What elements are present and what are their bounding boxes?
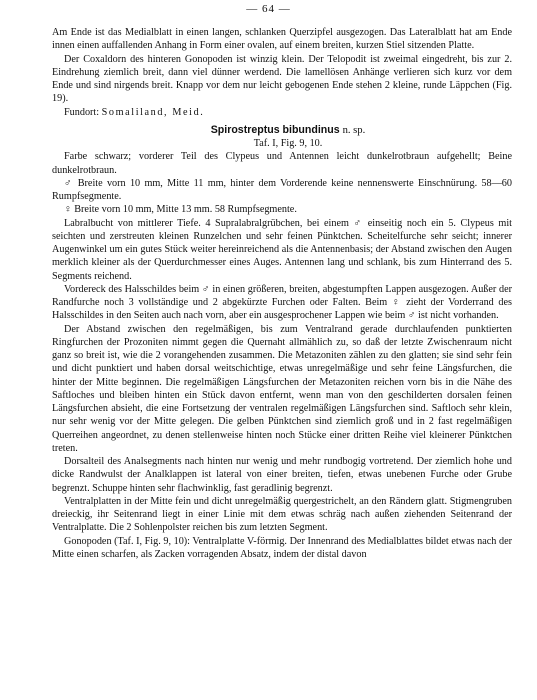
paragraph: Gonopoden (Taf. I, Fig. 9, 10): Ventralplatte V-förmig. Der Innenrand des Medialblattes bildet etwas nach der Mitte einen scharfen, als Zacken vorragenden Absatz, indem der distal davon	[52, 535, 512, 560]
paragraph: Am Ende ist das Medialblatt in einen langen, schlanken Querzipfel ausgezogen. Das Lateralblatt hat am Ende innen einen auffallenden Anhang in Form einer ovalen, auf einem breiten, kurzen Stiel sitzenden Platte.	[52, 27, 512, 52]
paragraph: Vordereck des Halsschildes beim ♂ in einen größeren, breiten, abgestumpften Lappen ausgezogen. Außer der Randfurche noch 3 vollständige und 2 abgekürzte Furchen oder Falten. Beim ♀ zieht der Vorderrand des Halsschildes in den Seiten auch nach vorn, aber ein ausgesprochener Lappen wie beim ♂ ist nicht vorhanden.	[52, 283, 512, 322]
locality-label: Fundort:	[64, 106, 100, 118]
paragraph: Ventralplatten in der Mitte fein und dicht unregelmäßig quergestrichelt, an den Rändern glatt. Stigmengruben dreieckig, ihr Seitenrand liegt in einer Linie mit dem etwas schräg nach außen ziehenden Seitenrand der Ventralplatte. Die 2 Sohlenpolster reichen bis zum letzten Segment.	[52, 495, 512, 534]
species-name: Spirostreptus bibundinus	[210, 123, 340, 136]
text-body	[52, 26, 512, 561]
species-heading	[52, 124, 512, 137]
paragraph: Der Coxaldorn des hinteren Gonopoden ist winzig klein. Der Telopodit ist zweimal eingedreht, bis zur 2. Eindrehung ziemlich breit, dann viel dünner werdend. Die lamellösen Anhänge verlieren sich kurz vor dem Ende und sind nirgends breit. Knapp vor dem nur leicht gebogenen Ende stehen 2 kleine, runde Läppchen (Fig. 19).	[52, 53, 512, 105]
figure-reference: Taf. I, Fig. 9, 10.	[253, 138, 323, 149]
paragraph: Farbe schwarz; vorderer Teil des Clypeus und Antennen leicht dunkelrotbraun aufgehellt; Beine dunkelrotbraun.	[52, 151, 512, 176]
paragraph: Dorsalteil des Analsegments nach hinten nur wenig und mehr rundbogig vortretend. Der ziemlich hohe und dicke Randwulst der Analklappen ist lateral von einer breiten, tiefen, etwas unebenen Furche oder Grube begrenzt. Schuppe hinten sehr flachwinklig, fast geradlinig begrenzt.	[52, 456, 512, 494]
paragraph: Labralbucht von mittlerer Tiefe. 4 Supralabralgrübchen, bei einem ♂ einseitig noch ein 5. Clypeus mit seichten und zerstreuten kleinen Runzelchen und sehr feinen Pünktchen. Scheitelfurche sehr seicht; innerer Augenwinkel um ein gutes Stück weiter hereinreichend als die Antennenbasis; der Abstand zwischen den Augen merklich kleiner als der Querdurchmesser eines Auges. Antennen lang und schlank, bis zum Hinterrand des 5. Segments reichend.	[52, 217, 512, 282]
locality-value: Somaliland, Meid.	[101, 106, 205, 118]
species-suffix: n. sp.	[342, 124, 366, 136]
paragraph: ♀ Breite vorn 10 mm, Mitte 13 mm. 58 Rumpfsegmente.	[64, 204, 297, 216]
paragraph: Der Abstand zwischen den regelmäßigen, bis zum Ventralrand gerade durchlaufenden punktierten Ringfurchen der Prozoniten nimmt gegen die Quernaht allmählich zu, so daß der letzte Zwischenraum nicht ganz so breit ist, wie die 2 vorangehenden zusammen. Die Metazoniten zählen zu den glatten; sie sind sehr fein und dicht punktiert und haben dorsal weitschichtige, etwas unregelmäßige und sehr feine Längsfurchen, die hinter der Mitte beginnen. Die regelmäßigen Längsfurchen der Metazoniten reichen vorn bis in die Nähe des Saftloches und bleiben hinten ein Stück davon entfernt, wenn man von den geschilderten dorsalen feinen Längsfurchen absieht, die eine Fortsetzung der ventralen regelmäßigen Längsfurchen sind. Saftloch sehr klein, nur sehr wenig vor der Mitte gelegen. Die gelben Pünktchen sind ziemlich groß und in 2 fast regelmäßigen Querreihen angeordnet, zu denen stellenweise hinten noch Stücke einer dritten Reihe viel kleinerer Pünktchen treten.	[52, 323, 512, 454]
locality-paragraph	[52, 106, 512, 119]
page-number: — 64 —	[246, 3, 291, 15]
paragraph: ♂ Breite vorn 10 mm, Mitte 11 mm, hinter dem Vorderende keine nennenswerte Einschnürung. 58—60 Rumpfsegmente.	[52, 177, 512, 202]
